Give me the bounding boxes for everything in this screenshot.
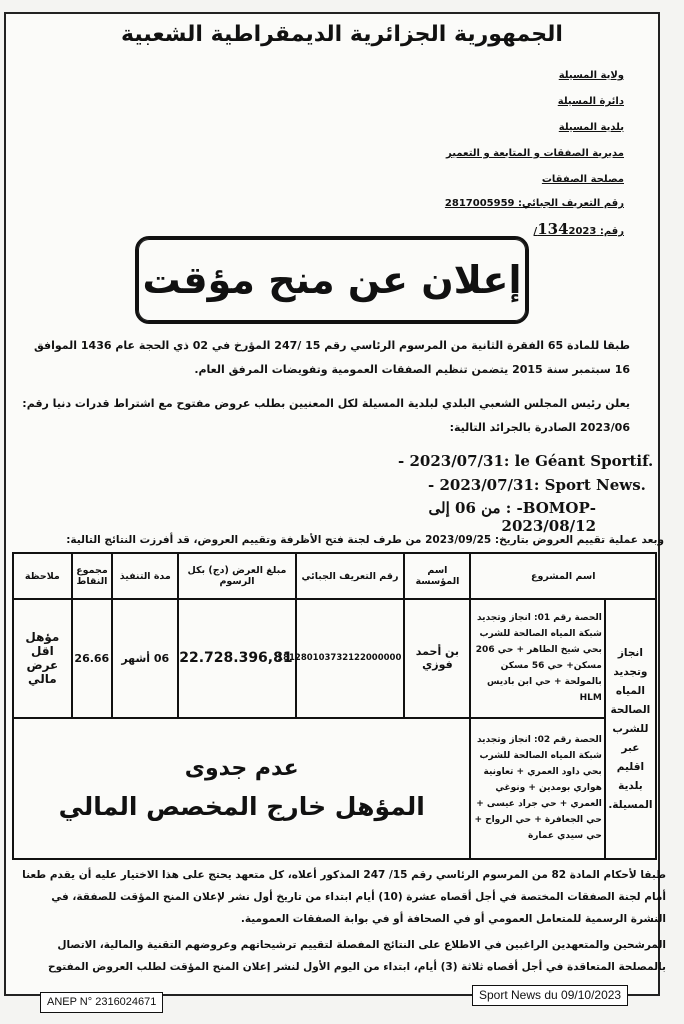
- publication-3: -BOMOP- : من 06 إلى 2023/08/12: [428, 499, 596, 535]
- company-nif: 181280103732122000000: [296, 599, 405, 718]
- evaluation-paragraph: وبعد عملية تقييم العروض بتاريخ: 2023/09/25 من طرف لجنة فتح الأظرفة وتقييم العروض، قد أفرزت النتائج التالية:: [66, 534, 664, 546]
- lot-1-description: الحصة رقم 01: انجاز وتجديد شبكة المياه الصالحة للشرب بحي شيخ الطاهر + حي 206 مسكن+ حي 56 مسكن بالمولحة + حي ابن باديس HLM: [470, 599, 604, 718]
- contact-paragraph: المرشحين والمتعهدين الراغبين في الاطلاع على النتائج المفصلة لتقييم ترشيحاتهم وعروضهم التقنية والمالية، الاتصال بالمصلحة المتعاقدة في أجل أقصاه ثلاثة (3) أيام، ابتداء من اليوم الأول لنشر إعلان المنح المؤقت لطلب العروض المفتوح: [48, 939, 666, 973]
- total-score: 26.66: [72, 599, 113, 718]
- legal-basis-paragraph: طبقا للمادة 65 الفقرة الثانية من المرسوم الرئاسي رقم 15 /247 المؤرخ في 02 ذي الحجة عام 1436 الموافق 16 سبتمبر سنة 2015 يتضمن تنظيم الصفقات العمومية وتفويضات المرفق العام.: [34, 339, 630, 376]
- table-header-row: [13, 553, 656, 599]
- result-note: مؤهل اقل عرض مالي: [13, 599, 72, 718]
- notice-banner: [135, 236, 529, 324]
- fiscal-id-line: [445, 198, 624, 209]
- appeal-paragraph: طبقا لأحكام المادة 82 من المرسوم الرئاسي رقم 15/ 247 المذكور أعلاه، كل متعهد يحتج على هذا الاختيار عليه أن يقدم طعنا أمام لجنة الصفقات المختصة في أجل أقصاه عشرة (10) أيام ابتداء من تاريخ أول نشر لإعلان المنح المؤقت للصفقة، في النشرة الرسمية للمتعامل العمومي أو في الصحافة أو في بوابة الصفقات العمومية.: [22, 869, 666, 925]
- header-score: مجموع النقاط: [72, 553, 113, 599]
- reference-label: رقم:: [599, 226, 624, 237]
- header-note: ملاحظة: [13, 553, 72, 599]
- company-name: بن أحمد فوزي: [404, 599, 470, 718]
- republic-title: الجمهورية الجزائرية الديمقراطية الشعبية: [121, 22, 563, 47]
- table-row: [13, 718, 656, 859]
- header-company: اسم المؤسسة: [404, 553, 470, 599]
- project-name: انجاز وتجديد المياه الصالحة للشرب عبر اقليم بلدية المسيلة.: [605, 599, 656, 859]
- execution-duration: 06 أشهر: [112, 599, 178, 718]
- publication-1: - 2023/07/31: le Géant Sportif.: [398, 452, 654, 470]
- reference-year: 2023/: [533, 226, 597, 237]
- reference-number: 134: [537, 220, 569, 238]
- daira-line: دائرة المسيلة: [557, 96, 624, 107]
- publication-2: - 2023/07/31: Sport News.: [428, 476, 646, 494]
- commune-line: بلدية المسيلة: [558, 122, 624, 133]
- reference-line: [534, 220, 624, 238]
- header-duration: مدة التنفيذ: [112, 553, 178, 599]
- lot-2-result-reason: المؤهل خارج المخصص المالي: [58, 792, 425, 822]
- header-amount: مبلغ العرض (دج) بكل الرسوم: [178, 553, 295, 599]
- publication-source: Sport News du 09/10/2023: [472, 985, 628, 1006]
- fiscal-id-label: رقم التعريف الجبائي:: [517, 198, 624, 209]
- service-line: مصلحة الصفقات: [541, 174, 624, 185]
- header-nif: رقم التعريف الجبائي: [296, 553, 405, 599]
- offer-amount: 22.728.396,81: [178, 599, 295, 718]
- wilaya-line: ولاية المسيلة: [558, 70, 624, 81]
- lot-2-result: [13, 718, 470, 859]
- table-row: [13, 599, 656, 718]
- directorate-line: مديرية الصفقات و المتابعة و التعمير: [446, 148, 624, 159]
- lot-2-result-unsuccessful: عدم جدوى: [184, 756, 299, 782]
- lot-2-description: الحصة رقم 02: انجاز وتجديد شبكة المياه الصالحة للشرب بحي داود العمري + تعاونية هواري بومدين + ونوغي العمري + حي جراد عيسى + حي الجعافرة + حي الرواح + حي سيدي عمارة: [470, 718, 604, 859]
- notice-title: إعلان عن منح مؤقت: [142, 258, 522, 302]
- fiscal-id-value: 2817005959: [444, 198, 515, 209]
- announcement-paragraph: يعلن رئيس المجلس الشعبي البلدي لبلدية المسيلة لكل المعنيين بطلب عروض مفتوح مع اشتراط قدرات دنيا رقم: 2023/06 الصادرة بالجرائد التالية:: [22, 397, 630, 434]
- results-table: [12, 552, 657, 860]
- anep-number: ANEP N° 2316024671: [40, 992, 163, 1013]
- header-project: اسم المشروع: [470, 553, 656, 599]
